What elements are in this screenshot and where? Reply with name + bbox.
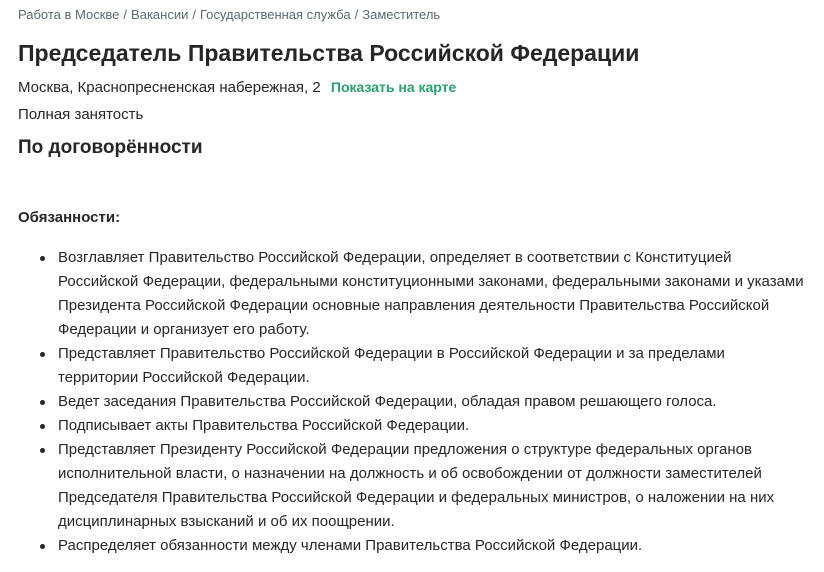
- salary: По договорённости: [18, 137, 203, 158]
- duty-item: Ведет заседания Правительства Российской Федерации, обладая правом решающего голоса.: [58, 390, 808, 414]
- breadcrumb-item-vacancies[interactable]: Вакансии: [131, 7, 189, 22]
- address-row: [18, 77, 456, 98]
- duties-list: [18, 246, 808, 558]
- breadcrumb-separator: /: [354, 7, 359, 22]
- breadcrumb-item-category[interactable]: Государственная служба: [199, 7, 351, 22]
- breadcrumb: [18, 6, 440, 24]
- breadcrumb-item-subcategory[interactable]: Заместитель: [362, 7, 441, 22]
- breadcrumb-item-city[interactable]: Работа в Москве: [18, 7, 120, 22]
- vacancy-address: Москва, Краснопресненская набережная, 2: [18, 79, 321, 96]
- duties-heading: Обязанности:: [18, 209, 121, 226]
- breadcrumb-separator: /: [192, 7, 196, 22]
- duty-item: Представляет Президенту Российской Федерации предложения о структуре федеральных органов исполнительной власти, о назначении на должность и об освобождении от должности заместителей Председателя Правительства Российской Федерации и федеральных министров, о наложении на них дисциплинарных взысканий и об их поощрении.: [58, 438, 808, 534]
- duty-item: Распределяет обязанности между членами Правительства Российской Федерации.: [58, 534, 808, 558]
- duty-item: Возглавляет Правительство Российской Федерации, определяет в соответствии с Конституцией Российской Федерации, федеральными конституционными законами, федеральными законами и указами Президента Российской Федерации основные направления деятельности Правительства Российской Федерации и организует его работу.: [58, 246, 808, 342]
- employment-type: Полная занятость: [18, 106, 144, 123]
- vacancy-title: Председатель Правительства Российской Федерации: [18, 40, 640, 66]
- duty-item: Подписывает акты Правительства Российской Федерации.: [58, 414, 808, 438]
- show-on-map-link[interactable]: Показать на карте: [330, 79, 457, 95]
- breadcrumb-separator: /: [123, 7, 128, 22]
- duty-item: Представляет Правительство Российской Федерации в Российской Федерации и за пределами территории Российской Федерации.: [58, 342, 808, 390]
